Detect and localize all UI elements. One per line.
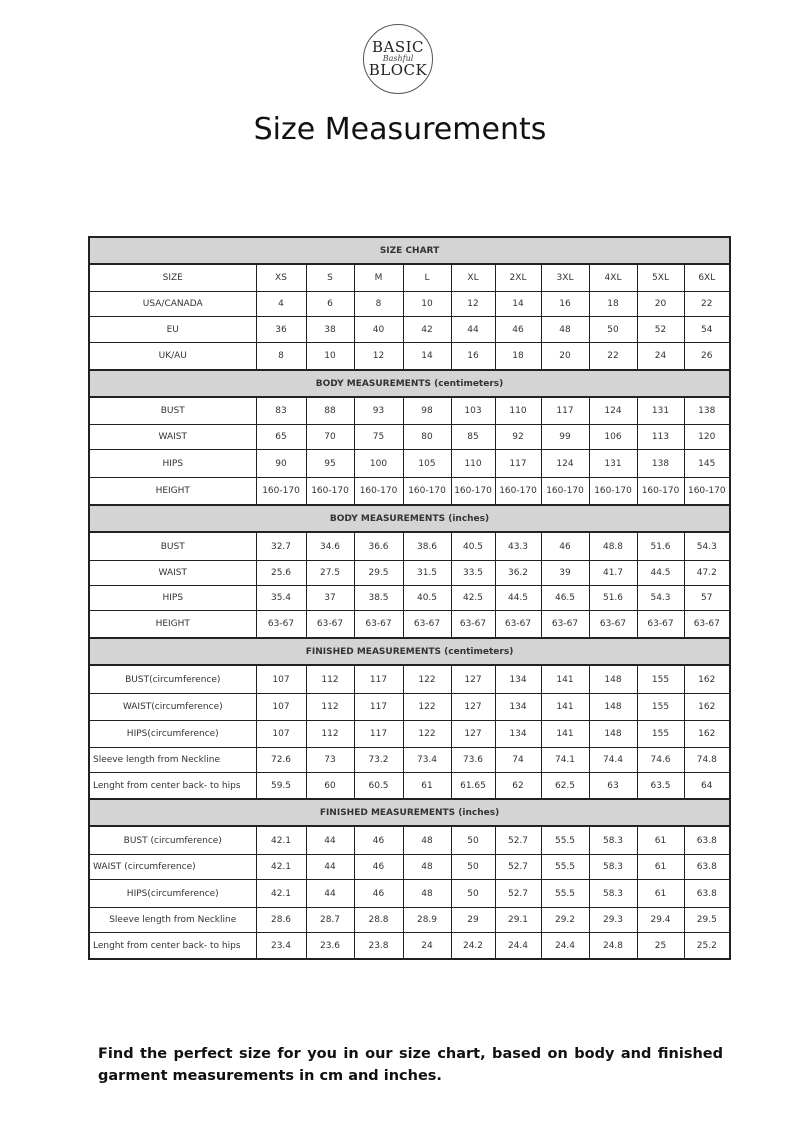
table-cell: 50 <box>451 826 495 855</box>
table-cell: 38.5 <box>354 586 403 611</box>
table-cell: 55.5 <box>541 855 589 880</box>
table-row <box>89 450 730 478</box>
table-cell: 57 <box>684 586 730 611</box>
table-cell: 16 <box>451 343 495 371</box>
table-cell: 63-67 <box>589 611 637 639</box>
footer-note: Find the perfect size for you in our size chart, based on body and finished garment measurements in cm and inches. <box>98 1045 723 1084</box>
table-cell: 46 <box>354 855 403 880</box>
table-cell: 44.5 <box>495 586 541 611</box>
table-cell: 63.8 <box>684 880 730 908</box>
table-cell: 18 <box>495 343 541 371</box>
row-label: Sleeve length from Neckline <box>89 908 256 933</box>
table-cell: 61.65 <box>451 773 495 800</box>
table-cell: 122 <box>403 694 451 721</box>
table-row <box>89 855 730 880</box>
table-row <box>89 748 730 773</box>
table-cell: 127 <box>451 665 495 694</box>
table-cell: 54.3 <box>637 586 684 611</box>
table-cell: 10 <box>403 292 451 317</box>
table-cell: 148 <box>589 694 637 721</box>
table-cell: 127 <box>451 721 495 748</box>
table-cell: 95 <box>306 450 354 478</box>
table-cell: 134 <box>495 694 541 721</box>
table-cell: 141 <box>541 694 589 721</box>
table-row <box>89 478 730 506</box>
table-cell: 138 <box>684 397 730 425</box>
table-cell: 58.3 <box>589 880 637 908</box>
table-cell: 131 <box>637 397 684 425</box>
table-row <box>89 397 730 425</box>
table-cell: 55.5 <box>541 880 589 908</box>
row-label: BUST(circumference) <box>89 665 256 694</box>
table-cell: 34.6 <box>306 532 354 561</box>
table-cell: 31.5 <box>403 561 451 586</box>
table-cell: 110 <box>451 450 495 478</box>
table-cell: 50 <box>589 317 637 343</box>
table-cell: 72.6 <box>256 748 306 773</box>
table-cell: 160-170 <box>256 478 306 506</box>
table-cell: 44 <box>306 826 354 855</box>
table-cell: 63-67 <box>306 611 354 639</box>
table-cell: 160-170 <box>589 478 637 506</box>
table-cell: 2XL <box>495 264 541 292</box>
table-cell: 40.5 <box>451 532 495 561</box>
table-cell: 61 <box>637 826 684 855</box>
table-cell: 54 <box>684 317 730 343</box>
table-cell: 64 <box>684 773 730 800</box>
table-cell: 6 <box>306 292 354 317</box>
table-cell: 162 <box>684 665 730 694</box>
table-cell: 47.2 <box>684 561 730 586</box>
table-cell: 46 <box>354 880 403 908</box>
table-cell: XL <box>451 264 495 292</box>
table-cell: 42.1 <box>256 855 306 880</box>
table-cell: 25.6 <box>256 561 306 586</box>
table-cell: 14 <box>495 292 541 317</box>
table-cell: 63-67 <box>256 611 306 639</box>
table-cell: 20 <box>541 343 589 371</box>
table-cell: 160-170 <box>684 478 730 506</box>
table-cell: 23.4 <box>256 933 306 960</box>
table-cell: 43.3 <box>495 532 541 561</box>
table-cell: 103 <box>451 397 495 425</box>
table-cell: M <box>354 264 403 292</box>
table-cell: 120 <box>684 425 730 450</box>
table-cell: 117 <box>354 721 403 748</box>
table-cell: 93 <box>354 397 403 425</box>
table-cell: 145 <box>684 450 730 478</box>
section-header <box>89 799 730 826</box>
table-cell: 117 <box>495 450 541 478</box>
table-cell: 20 <box>637 292 684 317</box>
table-cell: 61 <box>637 880 684 908</box>
page-title: Size Measurements <box>253 112 547 148</box>
table-cell: 141 <box>541 721 589 748</box>
table-cell: 46 <box>495 317 541 343</box>
table-cell: 54.3 <box>684 532 730 561</box>
table-cell: 38.6 <box>403 532 451 561</box>
table-cell: 18 <box>589 292 637 317</box>
table-cell: 73.2 <box>354 748 403 773</box>
table-cell: S <box>306 264 354 292</box>
table-cell: 63-67 <box>451 611 495 639</box>
table-cell: 107 <box>256 721 306 748</box>
table-cell: 44 <box>451 317 495 343</box>
section-title: FINISHED MEASUREMENTS (inches) <box>89 799 730 826</box>
table-row <box>89 773 730 800</box>
table-cell: 99 <box>541 425 589 450</box>
table-cell: 162 <box>684 721 730 748</box>
table-cell: 22 <box>684 292 730 317</box>
table-cell: 105 <box>403 450 451 478</box>
table-cell: 160-170 <box>403 478 451 506</box>
table-cell: 63.5 <box>637 773 684 800</box>
table-cell: 6XL <box>684 264 730 292</box>
table-cell: 8 <box>256 343 306 371</box>
table-cell: 124 <box>541 450 589 478</box>
table-cell: 88 <box>306 397 354 425</box>
table-cell: 113 <box>637 425 684 450</box>
table-cell: 44 <box>306 855 354 880</box>
row-label: BUST <box>89 397 256 425</box>
table-cell: 28.6 <box>256 908 306 933</box>
table-row <box>89 826 730 855</box>
table-cell: 26 <box>684 343 730 371</box>
table-cell: 24 <box>403 933 451 960</box>
table-cell: 48 <box>403 880 451 908</box>
table-cell: 63-67 <box>354 611 403 639</box>
table-cell: 27.5 <box>306 561 354 586</box>
table-cell: 58.3 <box>589 826 637 855</box>
table-cell: 28.8 <box>354 908 403 933</box>
table-cell: 74.6 <box>637 748 684 773</box>
table-cell: 62 <box>495 773 541 800</box>
table-cell: 61 <box>403 773 451 800</box>
table-cell: 48 <box>403 826 451 855</box>
brand-logo <box>363 24 433 94</box>
table-cell: 92 <box>495 425 541 450</box>
table-cell: 63.8 <box>684 826 730 855</box>
row-label: HIPS(circumference) <box>89 721 256 748</box>
table-cell: 107 <box>256 694 306 721</box>
table-cell: 117 <box>354 694 403 721</box>
table-cell: 8 <box>354 292 403 317</box>
table-cell: 85 <box>451 425 495 450</box>
table-row <box>89 611 730 639</box>
table-row <box>89 880 730 908</box>
table-cell: 112 <box>306 721 354 748</box>
table-cell: 22 <box>589 343 637 371</box>
table-cell: 117 <box>354 665 403 694</box>
table-cell: 52.7 <box>495 880 541 908</box>
table-cell: 74.8 <box>684 748 730 773</box>
table-cell: 55.5 <box>541 826 589 855</box>
table-cell: 42.5 <box>451 586 495 611</box>
table-cell: 50 <box>451 880 495 908</box>
row-label: WAIST (circumference) <box>89 855 256 880</box>
table-cell: 29.1 <box>495 908 541 933</box>
table-cell: 107 <box>256 665 306 694</box>
table-row <box>89 317 730 343</box>
table-cell: 134 <box>495 721 541 748</box>
table-cell: 160-170 <box>495 478 541 506</box>
table-cell: 23.8 <box>354 933 403 960</box>
table-cell: 46.5 <box>541 586 589 611</box>
table-cell: 62.5 <box>541 773 589 800</box>
row-label: SIZE <box>89 264 256 292</box>
table-cell: 70 <box>306 425 354 450</box>
table-cell: 73.6 <box>451 748 495 773</box>
section-title: SIZE CHART <box>89 237 730 264</box>
table-cell: 36.2 <box>495 561 541 586</box>
table-cell: 131 <box>589 450 637 478</box>
logo-line-1: BASIC <box>371 38 425 56</box>
section-title: FINISHED MEASUREMENTS (centimeters) <box>89 638 730 665</box>
table-row <box>89 264 730 292</box>
table-cell: 4XL <box>589 264 637 292</box>
table-cell: 16 <box>541 292 589 317</box>
table-cell: 38 <box>306 317 354 343</box>
table-cell: 134 <box>495 665 541 694</box>
table-cell: 29.5 <box>684 908 730 933</box>
table-cell: 160-170 <box>541 478 589 506</box>
section-title: BODY MEASUREMENTS (inches) <box>89 505 730 532</box>
table-cell: 41.7 <box>589 561 637 586</box>
table-cell: 63-67 <box>403 611 451 639</box>
section-header <box>89 638 730 665</box>
table-cell: 148 <box>589 721 637 748</box>
table-cell: 127 <box>451 694 495 721</box>
row-label: WAIST(circumference) <box>89 694 256 721</box>
table-cell: 46 <box>541 532 589 561</box>
table-cell: 29.3 <box>589 908 637 933</box>
table-cell: 122 <box>403 665 451 694</box>
table-cell: 160-170 <box>637 478 684 506</box>
section-header <box>89 505 730 532</box>
logo-script: Bashful <box>382 54 414 63</box>
table-cell: 28.7 <box>306 908 354 933</box>
table-cell: 5XL <box>637 264 684 292</box>
section-header <box>89 370 730 397</box>
table-cell: 110 <box>495 397 541 425</box>
table-cell: 35.4 <box>256 586 306 611</box>
table-cell: 42.1 <box>256 880 306 908</box>
table-cell: 12 <box>354 343 403 371</box>
table-cell: 117 <box>541 397 589 425</box>
table-cell: 60.5 <box>354 773 403 800</box>
table-cell: 83 <box>256 397 306 425</box>
table-cell: 90 <box>256 450 306 478</box>
table-cell: 42 <box>403 317 451 343</box>
table-cell: 59.5 <box>256 773 306 800</box>
table-row <box>89 532 730 561</box>
table-cell: 74 <box>495 748 541 773</box>
table-cell: 48 <box>541 317 589 343</box>
table-cell: 60 <box>306 773 354 800</box>
table-cell: 50 <box>451 855 495 880</box>
table-cell: 65 <box>256 425 306 450</box>
table-row <box>89 694 730 721</box>
table-cell: 63.8 <box>684 855 730 880</box>
table-cell: 162 <box>684 694 730 721</box>
table-row <box>89 425 730 450</box>
row-label: HIPS(circumference) <box>89 880 256 908</box>
row-label: HIPS <box>89 450 256 478</box>
table-cell: 24.4 <box>495 933 541 960</box>
table-cell: 24 <box>637 343 684 371</box>
table-cell: 32.7 <box>256 532 306 561</box>
row-label: UK/AU <box>89 343 256 371</box>
table-cell: 155 <box>637 665 684 694</box>
table-cell: 122 <box>403 721 451 748</box>
row-label: BUST (circumference) <box>89 826 256 855</box>
table-cell: 23.6 <box>306 933 354 960</box>
row-label: Sleeve length from Neckline <box>89 748 256 773</box>
table-cell: 25.2 <box>684 933 730 960</box>
table-cell: 124 <box>589 397 637 425</box>
table-cell: 63-67 <box>637 611 684 639</box>
table-cell: 14 <box>403 343 451 371</box>
table-cell: 52.7 <box>495 826 541 855</box>
table-row <box>89 933 730 960</box>
table-cell: 44.5 <box>637 561 684 586</box>
table-cell: 52.7 <box>495 855 541 880</box>
table-cell: 36.6 <box>354 532 403 561</box>
row-label: HIPS <box>89 586 256 611</box>
table-cell: 51.6 <box>637 532 684 561</box>
table-cell: 100 <box>354 450 403 478</box>
table-cell: 74.4 <box>589 748 637 773</box>
table-cell: 63-67 <box>495 611 541 639</box>
table-row <box>89 292 730 317</box>
table-cell: 148 <box>589 665 637 694</box>
table-cell: 28.9 <box>403 908 451 933</box>
table-cell: 160-170 <box>306 478 354 506</box>
table-cell: 98 <box>403 397 451 425</box>
section-title: BODY MEASUREMENTS (centimeters) <box>89 370 730 397</box>
table-cell: 46 <box>354 826 403 855</box>
table-cell: 29 <box>451 908 495 933</box>
table-cell: 112 <box>306 665 354 694</box>
table-row <box>89 343 730 371</box>
row-label: HEIGHT <box>89 478 256 506</box>
table-cell: 25 <box>637 933 684 960</box>
table-cell: 141 <box>541 665 589 694</box>
row-label: BUST <box>89 532 256 561</box>
table-cell: 48.8 <box>589 532 637 561</box>
table-cell: 106 <box>589 425 637 450</box>
table-cell: 63-67 <box>684 611 730 639</box>
table-cell: 138 <box>637 450 684 478</box>
logo-line-2: BLOCK <box>368 61 428 79</box>
table-cell: 155 <box>637 694 684 721</box>
table-cell: 61 <box>637 855 684 880</box>
table-cell: 29.2 <box>541 908 589 933</box>
table-cell: 29.5 <box>354 561 403 586</box>
table-cell: 75 <box>354 425 403 450</box>
row-label: Lenght from center back- to hips <box>89 933 256 960</box>
row-label: HEIGHT <box>89 611 256 639</box>
table-cell: 24.4 <box>541 933 589 960</box>
table-row <box>89 908 730 933</box>
table-cell: 160-170 <box>354 478 403 506</box>
table-cell: 36 <box>256 317 306 343</box>
table-cell: 40 <box>354 317 403 343</box>
row-label: WAIST <box>89 425 256 450</box>
table-cell: 51.6 <box>589 586 637 611</box>
table-cell: 37 <box>306 586 354 611</box>
table-cell: 4 <box>256 292 306 317</box>
table-cell: 24.8 <box>589 933 637 960</box>
table-cell: 52 <box>637 317 684 343</box>
table-cell: 42.1 <box>256 826 306 855</box>
row-label: USA/CANADA <box>89 292 256 317</box>
row-label: Lenght from center back- to hips <box>89 773 256 800</box>
table-row <box>89 665 730 694</box>
table-cell: 10 <box>306 343 354 371</box>
table-cell: 63-67 <box>541 611 589 639</box>
table-cell: 29.4 <box>637 908 684 933</box>
table-cell: XS <box>256 264 306 292</box>
table-cell: 48 <box>403 855 451 880</box>
table-cell: 12 <box>451 292 495 317</box>
table-cell: 160-170 <box>451 478 495 506</box>
table-row <box>89 586 730 611</box>
row-label: WAIST <box>89 561 256 586</box>
table-cell: 3XL <box>541 264 589 292</box>
table-cell: 73.4 <box>403 748 451 773</box>
table-cell: 33.5 <box>451 561 495 586</box>
table-row <box>89 561 730 586</box>
table-cell: 39 <box>541 561 589 586</box>
table-cell: 40.5 <box>403 586 451 611</box>
table-cell: 63 <box>589 773 637 800</box>
row-label: EU <box>89 317 256 343</box>
table-cell: 112 <box>306 694 354 721</box>
table-cell: 58.3 <box>589 855 637 880</box>
table-cell: 80 <box>403 425 451 450</box>
table-cell: L <box>403 264 451 292</box>
table-cell: 74.1 <box>541 748 589 773</box>
table-cell: 73 <box>306 748 354 773</box>
table-cell: 44 <box>306 880 354 908</box>
table-cell: 155 <box>637 721 684 748</box>
section-header <box>89 237 730 264</box>
size-chart-table <box>88 236 731 960</box>
table-cell: 24.2 <box>451 933 495 960</box>
table-row <box>89 721 730 748</box>
